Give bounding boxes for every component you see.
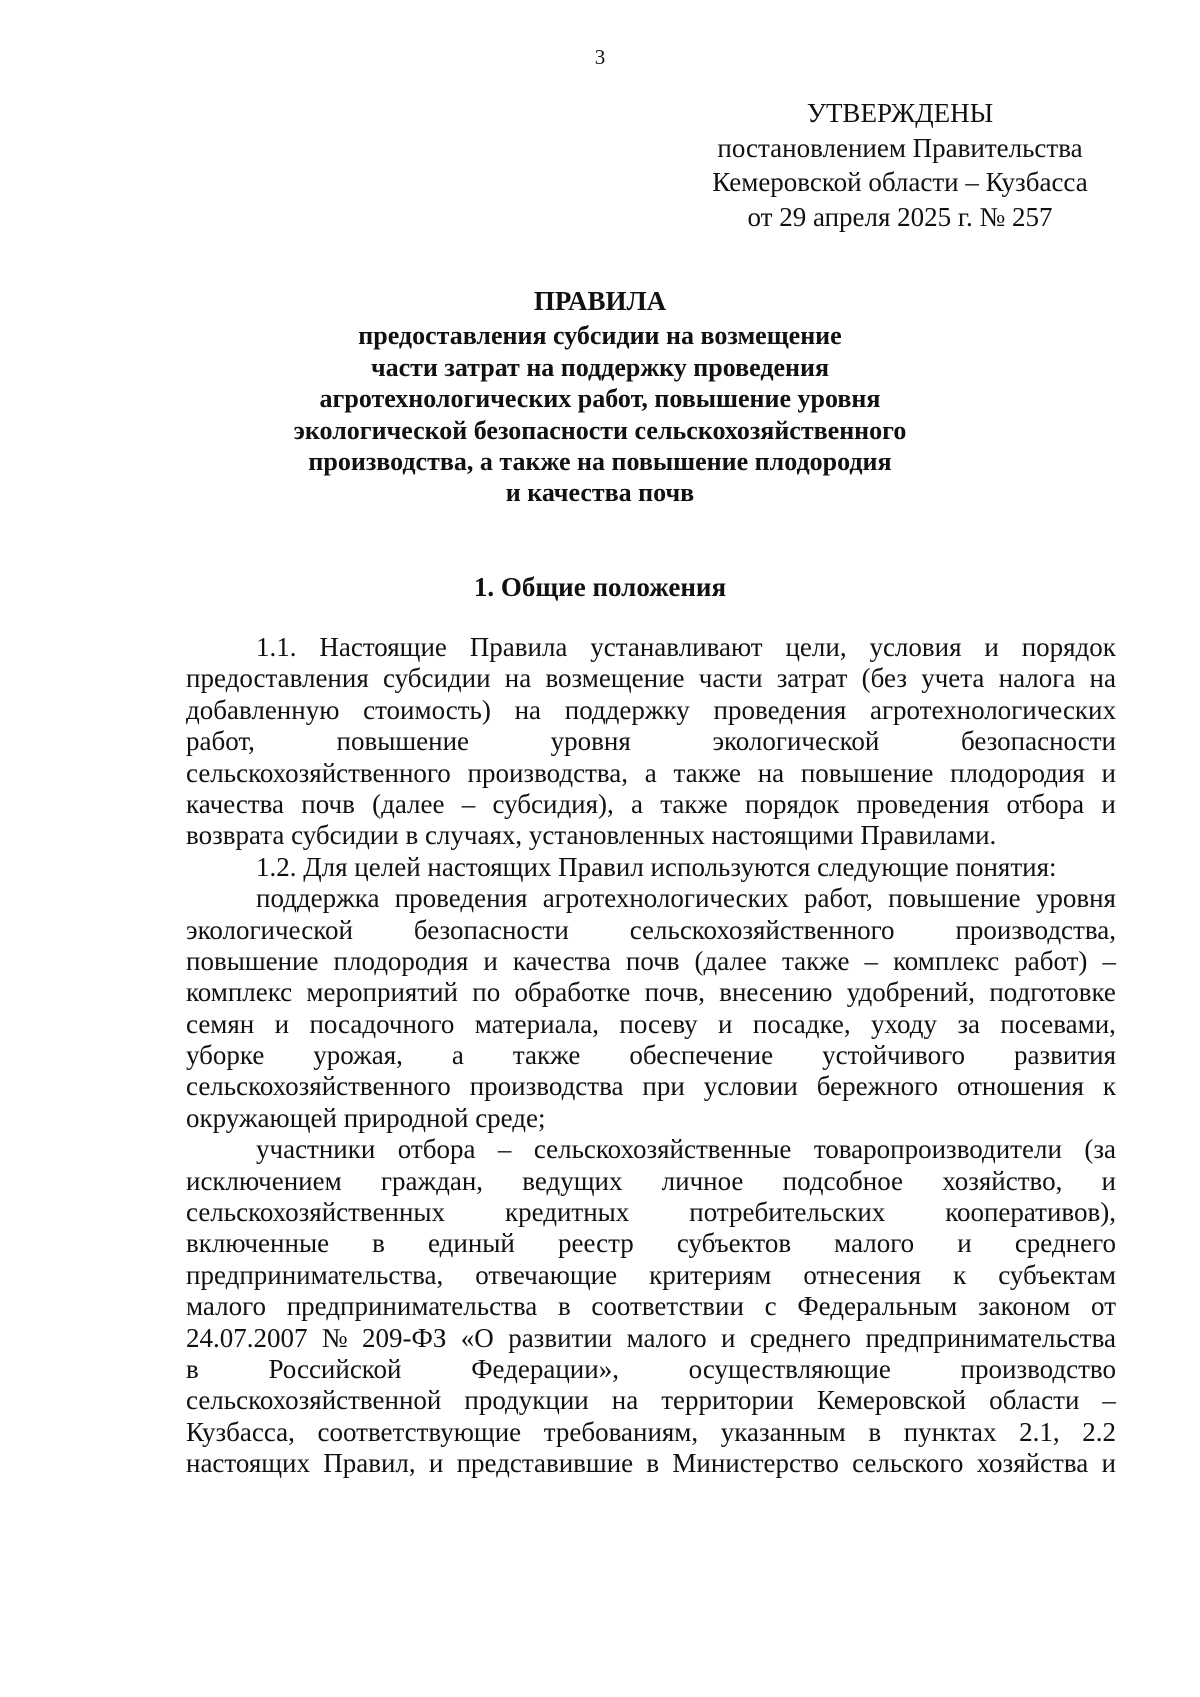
- text-line: [186, 852, 1116, 883]
- text-word: Правила: [469, 632, 568, 662]
- text-word: посадке,: [752, 1008, 851, 1039]
- text-word: работ,: [803, 883, 873, 914]
- text-word: предоставления: [186, 663, 369, 694]
- text-word: развитии: [508, 1322, 613, 1353]
- text-word: 2.1,: [1019, 1416, 1060, 1447]
- document-title-line: производства, а также на повышение плодородия: [308, 447, 892, 477]
- text-line: [186, 632, 1116, 663]
- text-word: также: [673, 757, 741, 788]
- text-word: плодородия: [950, 757, 1085, 788]
- text-word: отношения: [956, 1071, 1084, 1102]
- text-word: проведения: [713, 694, 847, 725]
- text-word: а: [644, 757, 657, 788]
- approval-line: УТВЕРЖДЕНЫ: [806, 98, 994, 128]
- text-line: [186, 1103, 1116, 1134]
- text-word: качества: [512, 945, 611, 976]
- text-word: сельскохозяйственных: [186, 1197, 446, 1228]
- text-word: продукции: [464, 1385, 589, 1416]
- text-line: [186, 1134, 1116, 1165]
- text-word: и: [1101, 1448, 1116, 1479]
- text-line: [186, 695, 1116, 726]
- text-word: (далее: [372, 788, 445, 819]
- text-line: [186, 1417, 1116, 1448]
- text-word: Федерации»,: [471, 1353, 619, 1384]
- text-word: малого: [186, 1291, 266, 1322]
- text-word: почв,: [644, 977, 705, 1008]
- text-word: поддержка: [256, 883, 380, 914]
- text-word: при: [642, 1071, 685, 1102]
- text-word: предпринимательства: [865, 1322, 1116, 1353]
- text-word: от: [1091, 1291, 1116, 1322]
- text-word: Министерство: [672, 1448, 839, 1479]
- text-line: [186, 726, 1116, 757]
- text-word: в: [868, 1416, 882, 1447]
- text-word: условии: [703, 1071, 798, 1102]
- text-word: территории: [661, 1385, 794, 1416]
- text-word: налога: [998, 663, 1076, 694]
- text-line: [186, 977, 1116, 1008]
- text-word: хозяйства: [976, 1448, 1089, 1479]
- text-word: почв: [301, 788, 355, 819]
- text-line: [186, 1228, 1116, 1259]
- text-word: отвечающие: [475, 1259, 618, 1290]
- text-word: комплекс: [893, 945, 1000, 976]
- text-word: на: [514, 694, 542, 725]
- text-word: малого: [626, 1322, 707, 1353]
- text-word: уровня: [550, 726, 631, 757]
- text-line: [186, 820, 1116, 851]
- text-word: кооперативов),: [945, 1197, 1116, 1228]
- text-word: по: [472, 977, 501, 1008]
- text-word: 1.1.: [256, 632, 297, 662]
- text-line: [186, 1071, 1116, 1102]
- text-line: [186, 883, 1116, 914]
- text-word: семян: [186, 1008, 255, 1039]
- text-word: возврата субсидии в случаях, установленных настоящими Правилами.: [186, 820, 997, 851]
- text-word: субсидии: [382, 663, 491, 694]
- text-word: стоимость): [363, 694, 491, 725]
- text-word: потребительских: [689, 1197, 886, 1228]
- text-word: (за: [1084, 1134, 1116, 1165]
- text-word: –: [1102, 1385, 1116, 1416]
- text-word: –: [497, 1134, 512, 1165]
- text-word: и: [274, 1008, 290, 1039]
- text-word: условия: [869, 632, 962, 662]
- text-line: [186, 1197, 1116, 1228]
- text-word: сельского: [852, 1448, 964, 1479]
- text-word: проведения: [856, 788, 990, 819]
- text-word: производства: [469, 1071, 624, 1102]
- document-title-line: агротехнологических работ, повышение уровня: [319, 384, 881, 414]
- text-word: агротехнологических: [542, 883, 789, 914]
- text-word: безопасности: [960, 726, 1116, 757]
- text-word: реестр: [557, 1228, 634, 1259]
- text-word: части: [698, 663, 763, 694]
- text-word: также: [781, 945, 850, 976]
- text-word: бережного: [816, 1071, 939, 1102]
- section-body: [186, 632, 1116, 1480]
- text-word: 24.07.2007: [186, 1322, 308, 1353]
- text-word: цели,: [785, 632, 847, 662]
- text-word: среднего: [749, 1322, 852, 1353]
- text-word: безопасности: [413, 914, 569, 945]
- text-word: плодородия: [333, 945, 469, 976]
- text-word: посеву: [619, 1008, 698, 1039]
- text-word: в: [557, 1291, 571, 1322]
- text-word: участники: [256, 1134, 376, 1165]
- text-word: указанным: [720, 1416, 846, 1447]
- text-word: экологической: [712, 726, 880, 757]
- text-word: законом: [977, 1291, 1071, 1322]
- text-word: повышение: [800, 757, 934, 788]
- text-word: сельскохозяйственной: [186, 1385, 442, 1416]
- text-word: поддержку: [564, 694, 690, 725]
- text-word: комплекс: [186, 977, 293, 1008]
- text-word: (далее: [694, 945, 767, 976]
- text-word: Кемеровской: [816, 1385, 967, 1416]
- text-word: и: [1101, 788, 1116, 819]
- text-word: обеспечение: [629, 1040, 774, 1071]
- text-word: производства,: [955, 914, 1116, 945]
- document-title-main: ПРАВИЛА: [533, 286, 667, 316]
- text-word: отбора: [397, 1134, 476, 1165]
- text-word: и: [718, 1008, 733, 1039]
- text-word: соответствии: [591, 1291, 744, 1322]
- text-word: 209-ФЗ: [362, 1322, 447, 1353]
- text-word: личное: [661, 1165, 744, 1196]
- text-word: повышение: [186, 945, 319, 976]
- text-word: добавленную: [186, 694, 340, 725]
- text-word: подготовке: [989, 977, 1116, 1008]
- text-word: также: [512, 1040, 581, 1071]
- text-word: субсидия),: [492, 788, 614, 819]
- text-line: [186, 758, 1116, 789]
- text-word: возмещение: [545, 663, 685, 694]
- text-word: к: [1102, 1071, 1116, 1102]
- text-word: представившие: [456, 1448, 634, 1479]
- text-word: сельскохозяйственного: [186, 1071, 451, 1102]
- text-word: и: [1101, 1165, 1116, 1196]
- text-word: 2.2: [1082, 1416, 1116, 1447]
- text-word: посадочного: [309, 1008, 455, 1039]
- text-word: экологической: [186, 914, 353, 945]
- text-word: –: [461, 788, 476, 819]
- text-word: субъектов: [676, 1228, 792, 1259]
- text-word: области: [989, 1385, 1080, 1416]
- text-word: за: [957, 1008, 980, 1039]
- text-word: –: [1102, 945, 1116, 976]
- approval-line: Кемеровской области – Кузбасса: [712, 167, 1088, 198]
- approval-block: [690, 96, 1110, 234]
- text-line: [186, 1354, 1116, 1385]
- text-line: [186, 1260, 1116, 1291]
- text-word: (без: [861, 663, 907, 694]
- text-word: критериям: [649, 1259, 772, 1290]
- text-word: уровня: [1035, 883, 1116, 914]
- text-word: осуществляющие: [688, 1353, 891, 1384]
- text-word: внесению: [719, 977, 833, 1008]
- text-word: в: [186, 1353, 199, 1384]
- text-word: затрат: [776, 663, 848, 694]
- text-word: на: [757, 757, 785, 788]
- text-word: и: [957, 1228, 972, 1259]
- text-word: работ,: [186, 726, 255, 757]
- text-word: и: [483, 945, 498, 976]
- text-line: [186, 1166, 1116, 1197]
- text-word: пунктах: [903, 1416, 997, 1447]
- text-word: учета: [921, 663, 985, 694]
- text-line: [186, 1009, 1116, 1040]
- document-title-line: предоставления субсидии на возмещение: [358, 321, 842, 351]
- text-word: сельскохозяйственного: [186, 757, 451, 788]
- text-word: также: [660, 788, 728, 819]
- text-word: Российской: [268, 1353, 402, 1384]
- text-word: и: [984, 632, 999, 662]
- text-word: сельскохозяйственного: [629, 914, 895, 945]
- approval-line: от 29 апреля 2025 г. № 257: [747, 201, 1053, 232]
- section-heading: 1. Общие положения: [473, 572, 727, 602]
- text-word: исключением: [186, 1165, 342, 1196]
- text-word: Настоящие: [319, 632, 447, 662]
- document-title-line: экологической безопасности сельскохозяйственного: [293, 415, 907, 445]
- text-word: требованиям,: [543, 1416, 699, 1447]
- text-word: включенные: [186, 1228, 330, 1259]
- text-word: в: [646, 1448, 660, 1479]
- text-word: агротехнологических: [869, 694, 1116, 725]
- text-word: урожая,: [313, 1040, 403, 1071]
- text-line: [186, 789, 1116, 820]
- text-word: устанавливают: [590, 632, 763, 662]
- text-word: «О: [460, 1322, 494, 1353]
- text-word: проведения: [394, 883, 528, 914]
- text-word: уходу: [871, 1008, 937, 1039]
- text-word: Кузбасса,: [186, 1416, 295, 1447]
- text-line: [186, 1385, 1116, 1416]
- text-word: на: [1089, 663, 1116, 694]
- text-word: товаропроизводители: [813, 1134, 1062, 1165]
- text-word: уборке: [186, 1040, 265, 1071]
- text-word: 1.2. Для целей настоящих Правил используются следующие понятия:: [256, 851, 1057, 882]
- text-word: качества: [186, 788, 285, 819]
- text-word: посевами,: [1000, 1008, 1116, 1039]
- text-word: мероприятий: [306, 977, 459, 1008]
- text-word: а: [631, 788, 644, 819]
- text-word: устойчивого: [822, 1040, 965, 1071]
- text-word: предпринимательства,: [186, 1259, 444, 1290]
- text-line: [186, 663, 1116, 694]
- text-word: на: [504, 663, 532, 694]
- text-word: граждан,: [380, 1165, 484, 1196]
- text-line: [186, 915, 1116, 946]
- text-word: в: [372, 1228, 385, 1259]
- text-word: настоящих: [186, 1448, 311, 1479]
- text-word: отнесения: [803, 1259, 922, 1290]
- text-word: развития: [1013, 1040, 1116, 1071]
- text-word: к: [953, 1259, 967, 1290]
- text-word: обработке: [514, 977, 631, 1008]
- text-word: Правил,: [323, 1448, 416, 1479]
- text-word: производства,: [467, 757, 629, 788]
- text-word: удобрений,: [846, 977, 976, 1008]
- text-word: ведущих: [522, 1165, 623, 1196]
- text-word: и: [721, 1322, 736, 1353]
- text-word: и: [1101, 757, 1116, 788]
- text-word: кредитных: [504, 1197, 630, 1228]
- text-word: и: [428, 1448, 444, 1479]
- document-title: [150, 286, 1050, 509]
- text-word: отбора: [1006, 788, 1085, 819]
- text-word: с: [764, 1291, 777, 1322]
- text-word: порядок: [1021, 632, 1116, 662]
- text-line: [186, 1323, 1116, 1354]
- text-word: хозяйство,: [942, 1165, 1063, 1196]
- text-word: сельскохозяйственные: [533, 1134, 792, 1165]
- text-word: –: [864, 945, 879, 976]
- text-word: окружающей природной среде;: [186, 1102, 546, 1133]
- text-word: на: [611, 1385, 639, 1416]
- text-word: субъектам: [998, 1259, 1116, 1290]
- text-word: предпринимательства: [286, 1291, 538, 1322]
- text-word: повышение: [336, 726, 470, 757]
- text-line: [186, 946, 1116, 977]
- text-word: повышение: [888, 883, 1021, 914]
- text-word: работ): [1014, 945, 1088, 976]
- text-word: подсобное: [782, 1165, 904, 1196]
- text-word: материала,: [474, 1008, 600, 1039]
- text-word: Федеральным: [797, 1291, 958, 1322]
- text-line: [186, 1291, 1116, 1322]
- text-word: малого: [834, 1228, 915, 1259]
- text-word: а: [451, 1040, 464, 1071]
- text-word: соответствующие: [317, 1416, 522, 1447]
- text-word: производство: [960, 1353, 1116, 1384]
- text-line: [186, 1448, 1116, 1479]
- text-word: порядок: [745, 788, 840, 819]
- text-word: единый: [428, 1228, 515, 1259]
- text-word: почв: [625, 945, 680, 976]
- approval-line: постановлением Правительства: [717, 132, 1083, 163]
- page-number: 3: [594, 45, 606, 69]
- text-word: среднего: [1014, 1228, 1116, 1259]
- text-line: [186, 1040, 1116, 1071]
- document-title-line: и качества почв: [505, 478, 695, 508]
- document-title-line: части затрат на поддержку проведения: [370, 352, 830, 382]
- text-word: №: [321, 1322, 348, 1353]
